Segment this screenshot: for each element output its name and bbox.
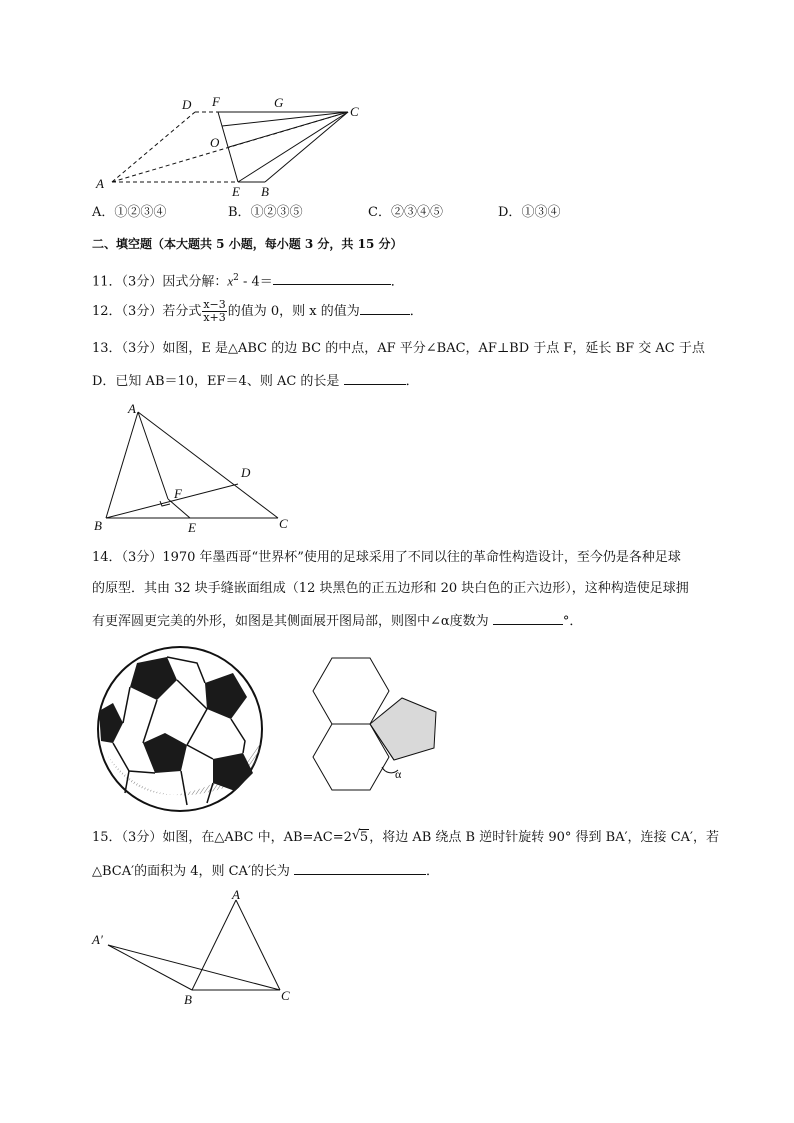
label-F: F <box>212 94 220 109</box>
label-A: A <box>128 401 136 416</box>
question-15-line1 <box>92 828 719 848</box>
choice-letter: D． <box>498 205 522 220</box>
hexagon-top <box>313 658 389 724</box>
q10-choice-c[interactable] <box>368 203 443 223</box>
figure-q14-soccer-ball <box>95 645 267 813</box>
choice-letter: B． <box>228 205 251 220</box>
q14-answer-blank[interactable] <box>493 610 563 625</box>
label-B: B <box>94 518 102 533</box>
q11-rest: - 4＝ <box>238 274 273 290</box>
q14-score: （3分） <box>121 550 163 565</box>
question-12 <box>92 299 423 325</box>
label-E: E <box>188 520 196 534</box>
q12-mid: 的值为 0，则 x 的值为 <box>227 304 360 319</box>
choice-letter: C． <box>368 205 391 220</box>
q10-choice-d[interactable] <box>498 203 560 223</box>
question-11 <box>92 268 404 292</box>
q14-line2: 的原型．其由 32 块手缝嵌面组成（12 块黑色的正五边形和 20 块白色的正六边形），这种构造使足球拥 <box>92 581 689 596</box>
q15-end: ． <box>426 864 440 879</box>
q15-score: （3分） <box>121 830 163 845</box>
q12-fraction <box>202 299 226 324</box>
edge-AC <box>236 900 280 990</box>
label-A: A <box>96 176 104 191</box>
figure-q15-triangle <box>88 888 302 1010</box>
q13-number: 13． <box>92 341 122 356</box>
q15-text-a: 如图，在△ABC 中，AB=AC=2 <box>162 830 352 845</box>
label-O: O <box>210 135 220 150</box>
choice-value: ①②③④ <box>114 205 167 220</box>
q15-sqrt-value: 5 <box>359 830 369 845</box>
q12-numerator: x−3 <box>203 298 226 311</box>
q10-choice-b[interactable] <box>228 203 303 223</box>
question-14-line3 <box>92 610 582 632</box>
choice-value: ①②③⑤ <box>250 205 303 220</box>
choice-value: ②③④⑤ <box>390 205 443 220</box>
q11-var: x <box>227 273 234 289</box>
label-C: C <box>279 516 288 531</box>
figure-q10-parallelogram <box>90 92 370 204</box>
edge-AC <box>138 412 278 518</box>
edge-OC <box>229 112 348 147</box>
q12-answer-blank[interactable] <box>360 300 410 315</box>
section-2-heading: 二、填空题（本大题共 5 小题，每小题 3 分，共 15 分） <box>92 237 403 251</box>
label-C: C <box>350 104 359 119</box>
label-A: A <box>232 888 240 902</box>
figure-q13-triangle <box>88 400 298 534</box>
label-D: D <box>241 465 251 480</box>
label-E: E <box>232 184 240 199</box>
q11-number: 11． <box>92 274 122 290</box>
q11-exp: 2 <box>233 273 239 283</box>
edge-FE <box>218 112 238 182</box>
q13-line2: D．已知 AB＝10，EF＝4、则 AC 的长是 <box>92 374 340 389</box>
question-15-line2 <box>92 860 439 882</box>
label-F: F <box>174 486 182 501</box>
q10-choice-a[interactable] <box>92 203 166 223</box>
q15-line2: △BCA′的面积为 4，则 CA′的长为 <box>92 864 290 879</box>
edge-AD <box>112 112 195 182</box>
q14-end: °． <box>562 614 583 629</box>
q12-denominator: x+3 <box>203 311 226 324</box>
alpha-label: α <box>395 767 402 781</box>
q13-score: （3分） <box>121 341 163 356</box>
label-C: C <box>281 988 290 1003</box>
sqrt-symbol: √ <box>351 828 361 843</box>
q13-end: ． <box>405 374 419 389</box>
q13-answer-blank[interactable] <box>344 370 406 385</box>
q11-end: ． <box>390 274 404 290</box>
label-D: D <box>182 97 192 112</box>
edge-BC <box>265 112 348 182</box>
choice-letter: A． <box>92 205 115 220</box>
edge-AB <box>106 412 138 518</box>
q13-line1: 如图，E 是△ABC 的边 BC 的中点，AF 平分∠BAC，AF⊥BD 于点 F，延长 BF 交 AC 于点 <box>162 341 705 356</box>
label-B: B <box>261 184 269 199</box>
label-G: G <box>274 95 284 110</box>
q15-sqrt <box>352 828 369 848</box>
q12-number: 12． <box>92 304 122 319</box>
q14-number: 14． <box>92 550 122 565</box>
edge-A1B <box>108 945 192 990</box>
question-13-line1 <box>92 339 705 359</box>
label-A-prime: A′ <box>92 932 103 947</box>
q14-line3: 有更浑圆更完美的外形，如图是其侧面展开图局部，则图中∠α度数为 <box>92 614 489 629</box>
figure-q14-net <box>308 650 448 802</box>
q12-score: （3分） <box>121 304 163 319</box>
q14-line1: 1970 年墨西哥“世界杯”使用的足球采用了不同以往的革命性构造设计，至今仍是各种足球 <box>162 550 681 565</box>
q12-end: ． <box>409 304 423 319</box>
question-13-line2 <box>92 370 419 392</box>
choice-value: ①③④ <box>521 205 561 220</box>
edge-AF <box>138 412 168 499</box>
q15-answer-blank[interactable] <box>294 860 426 875</box>
q15-number: 15． <box>92 830 122 845</box>
q11-answer-blank[interactable] <box>273 270 391 285</box>
edge-A1C <box>108 945 280 990</box>
edge-FE <box>168 499 190 518</box>
label-B: B <box>184 992 192 1007</box>
q11-score: （3分） <box>121 274 163 290</box>
question-14-line1 <box>92 548 681 568</box>
question-14-line2 <box>92 579 689 599</box>
q15-text-b: ，将边 AB 绕点 B 逆时针旋转 90° 得到 BA′，连接 CA′，若 <box>369 830 719 845</box>
q11-prefix: 因式分解： <box>162 274 228 290</box>
edge-BD <box>106 484 238 518</box>
q12-pre: 若分式 <box>162 304 202 319</box>
